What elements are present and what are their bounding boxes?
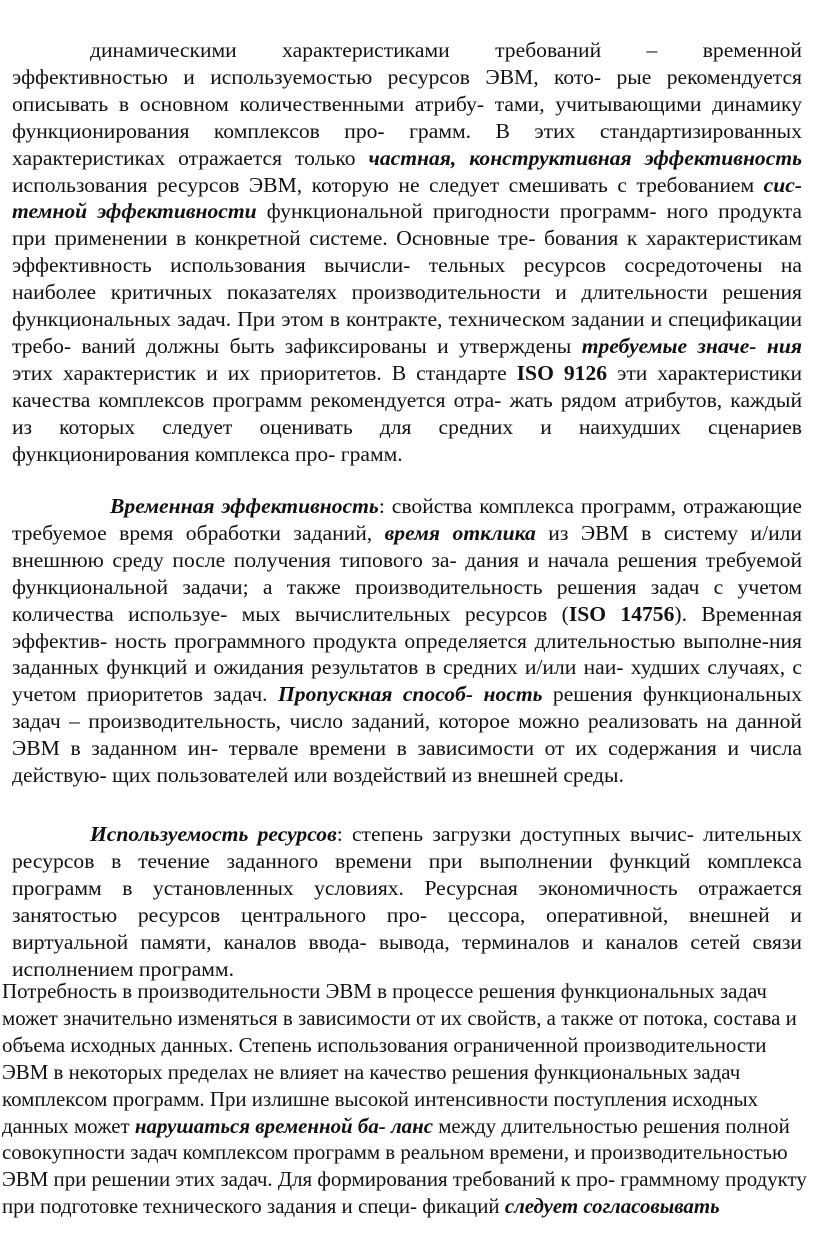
standard-reference: ISO 9126 <box>516 360 608 385</box>
emphasis-term: время отклика <box>384 520 536 545</box>
text-run: из ЭВМ в систему и/или внешнюю среду после получения типового за- дания и начала решения требуемой функциональной задачи; а также производительность решения задач с учетом количества используе- мых вычислительных ресурсов ( <box>12 520 802 626</box>
paragraph-time-efficiency <box>12 493 802 789</box>
text-run: использования ресурсов ЭВМ, которую не следует смешивать с требованием <box>12 172 764 197</box>
emphasis-term: частная, конструктивная эффективность <box>368 145 802 170</box>
text-run: эти характеристики качества комплексов программ рекомендуется отра- жать рядом атрибутов, каждый из которых следует оценивать для средних и наихудших сценариев функционирования комплекса про- грамм. <box>12 360 803 466</box>
emphasis-term: Временная эффективность <box>110 494 379 518</box>
paragraph-performance-demand <box>2 978 814 1220</box>
emphasis-term: сис- темной эффективности <box>12 172 802 224</box>
text-run: Потребность в производительности ЭВМ в процессе решения функциональных задач может значительно изменяться в зависимости от их свойств, а также от потока, состава и объема исходных данных. Степень использования ограниченной производительности ЭВМ в некоторых пределах не влияет на качество решения функциональных задач комплексом программ. При излишне высокой интенсивности поступления исходных данных может <box>2 979 797 1138</box>
emphasis-term: нарушаться временной ба- ланс <box>134 1113 433 1138</box>
text-run: решения функциональных задач – производительность, число заданий, которое можно реализовать на данной ЭВМ в заданном ин- тервале времени в зависимости от их содержания и числа действую- щих пользователей или воздействий из внешней среды. <box>12 682 802 788</box>
emphasis-term: следует согласовывать <box>504 1194 720 1219</box>
paragraph-resource-usage <box>12 821 802 982</box>
text-run: этих характеристик и их приоритетов. В стандарте <box>12 360 517 385</box>
standard-reference: ISO 14756 <box>568 601 675 626</box>
text-run: функциональной пригодности программ- ного продукта при применении в конкретной системе. Основные тре- бования к характеристикам эффективность использования вычисли- тельных ресурсов сосредоточены на наиболее критичных показателях производительности и длительности решения функциональных задач. При этом в контракте, техническом задании и спецификации требо- ваний должны быть зафиксированы и утверждены <box>12 199 802 358</box>
emphasis-term: требуемые значе- ния <box>581 333 802 358</box>
paragraph-performance-requirements <box>12 37 802 468</box>
text-run: : свойства комплекса программ, отражающие требуемое время обработки заданий, <box>12 494 802 545</box>
emphasis-term: Пропускная способ- ность <box>278 682 543 707</box>
text-run: динамическими характеристиками требований – временной эффективностью и используемостью ресурсов ЭВМ, кото- рые рекомендуется описывать в основном количественными атрибу- тами, учитывающими динамику функционирования комплексов про- грамм. В этих стандартизированных характеристиках отражается только <box>12 38 802 170</box>
text-run: ). Временная эффектив- ность программного продукта определяется длительностью выполне-ния заданных функций и ожидания результатов в средних и/или наи- худших случаях, с учетом приоритетов задач. <box>12 601 803 707</box>
emphasis-term: Используемость ресурсов <box>90 822 337 846</box>
text-run: между длительностью решения полной совокупности задач комплексом программ в реальном времени, и производительностью ЭВМ при решении этих задач. Для формирования требований к про- граммному продукту при подготовке технического задания и специ- фикаций <box>2 1113 807 1219</box>
text-run: : степень загрузки доступных вычис- лительных ресурсов в течение заданного времени при выполнении функций комплекса программ в установленных условиях. Ресурсная экономичность отражается занятостью ресурсов центрального про- цессора, оперативной, внешней и виртуальной памяти, каналов ввода- вывода, терминалов и каналов сетей связи исполнением программ. <box>12 822 802 981</box>
